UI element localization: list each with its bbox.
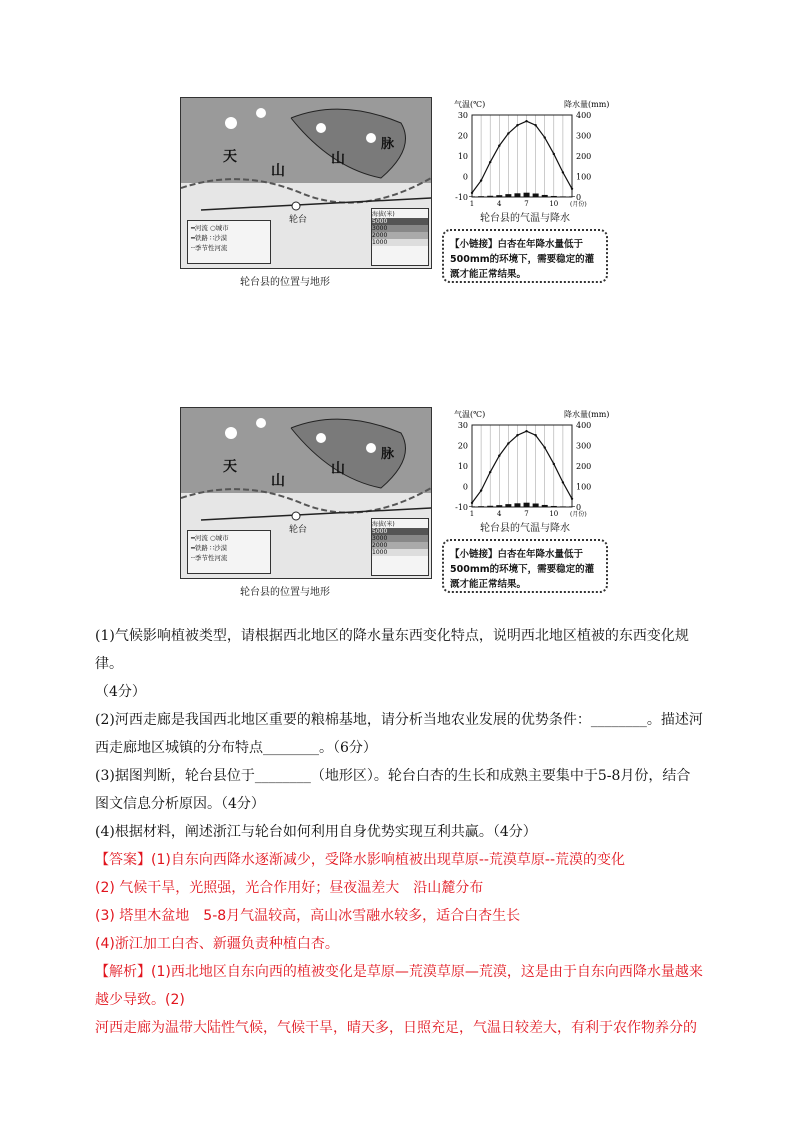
analysis-line: 越少导致。(2) [95,992,185,1008]
analysis-line: 河西走廊为温带大陆性气候，气候干旱，晴天多，日照充足，气温日较差大，有利于农作物养分的 [95,1020,697,1036]
answer-line: (4)浙江加工白杏、新疆负责种植白杏。 [95,936,339,952]
x-tick-label: 7 [524,200,529,208]
legend-line: ━铁路 ∷沙漠 [191,234,228,242]
precip-bar [551,506,557,507]
y-tick-label-left: -10 [455,193,468,202]
temperature-point [525,430,527,432]
temperature-point [480,489,482,491]
legend-line: ┄季节性河流 [191,244,228,252]
answer-line: (2) 气候干旱，光照强，光合作用好；昼夜温差大 沿山麓分布 [95,880,484,896]
temperature-point [571,498,573,500]
x-tick-label: 10 [549,510,559,518]
map-label-luntai: 轮台 [289,215,308,225]
climate-chart [442,97,612,217]
elevation-level: 2000 [372,542,428,549]
figure-1 [180,97,610,288]
x-axis-unit: (月份) [570,201,587,208]
precip-bar [478,506,484,507]
analysis-line: 【解析】(1)西北地区自东向西的植被变化是草原—荒漠草原—荒漠，这是由于自东向西降水量越来 [95,964,703,980]
temperature-point [571,188,573,190]
elevation-level: 2000 [372,232,428,239]
temperature-point [562,171,564,173]
x-axis-unit: (月份) [570,511,587,518]
y-tick-label-right: 300 [576,441,592,451]
temperature-point [471,502,473,504]
elevation-legend [371,518,429,576]
link-box: 【小链接】白杏在年降水量低于500mm的环境下，需要稳定的灌溉才能正常结果。 [442,229,608,283]
answer-line: 【答案】(1)自东向西降水逐渐减少，受降水影响植被出现草原--荒漠草原--荒漠的变化 [95,852,626,868]
y-axis-label-right: 降水量(mm) [564,100,610,109]
temperature-point [553,153,555,155]
precip-bar [533,194,539,197]
elevation-title: 海拔(米) [372,211,395,218]
answer-line: (3) 塔里木盆地 5-8月气温较高，高山冰雪融水较多，适合白杏生长 [95,908,521,924]
precip-bar [514,503,520,507]
map-legend [187,530,271,574]
temperature-line [472,121,572,193]
map-label-mai: 脉 [381,137,395,152]
legend-line: ┄季节性河流 [191,554,228,562]
precip-bar [542,195,548,197]
y-tick-label-left: 20 [457,441,468,451]
y-tick-label-left: 10 [457,152,468,161]
temperature-point [507,442,509,444]
y-tick-label-left: 10 [457,462,468,471]
elevation-level: 1000 [372,239,428,246]
y-tick-label-right: 100 [576,482,592,492]
question-line: (2)河西走廊是我国西北地区重要的粮棉基地，请分析当地农业发展的优势条件：________。描述河 [95,712,703,728]
elevation-level: 5000 [372,528,428,535]
y-tick-label-right: 400 [576,421,592,430]
plot-frame [472,425,572,507]
legend-line: ━河流 ○城市 [191,224,229,232]
precip-bar [542,505,548,507]
y-tick-label-right: 200 [576,152,592,161]
terrain-map [180,407,432,579]
map-label-mai: 脉 [381,447,395,462]
elevation-level: 5000 [372,218,428,225]
y-axis-label-left: 气温(℃) [454,410,486,419]
chart-caption: 轮台县的气温与降水 [480,213,570,224]
y-tick-label-right: 400 [576,111,592,120]
elevation-title: 海拔(米) [372,521,395,528]
y-tick-label-right: 0 [576,503,582,512]
y-tick-label-left: 30 [457,421,468,430]
temperature-point [489,161,491,163]
terrain-map [180,97,432,269]
precip-bar [478,196,484,197]
map-label-tian: 天 [223,149,237,165]
temperature-point [516,434,518,436]
precip-bar [569,506,575,507]
precip-bar [524,193,530,197]
y-tick-label-left: 0 [462,482,468,492]
map-caption: 轮台县的位置与地形 [240,587,330,598]
temperature-point [534,434,536,436]
y-tick-label-left: 20 [457,131,468,141]
temperature-point [544,136,546,138]
precip-bar [569,196,575,197]
precip-bar [524,503,530,507]
precip-bar [533,504,539,507]
precip-bar [487,506,493,507]
temperature-point [525,120,527,122]
temperature-point [544,446,546,448]
y-tick-label-left: 30 [457,111,468,120]
y-axis-label-left: 气温(℃) [454,100,486,109]
temperature-point [507,132,509,134]
map-label-shan1: 山 [271,473,285,489]
y-tick-label-right: 300 [576,131,592,141]
question-line: （4分） [95,684,146,700]
elevation-level: 1000 [372,549,428,556]
map-label-luntai: 轮台 [289,525,308,535]
y-tick-label-right: 0 [576,193,582,202]
x-tick-label: 7 [524,510,529,518]
legend-line: ━铁路 ∷沙漠 [191,544,228,552]
precip-bar [560,506,566,507]
map-legend [187,220,271,264]
y-tick-label-right: 200 [576,462,592,471]
chart-caption: 轮台县的气温与降水 [480,523,570,534]
x-tick-label: 10 [549,200,559,208]
y-axis-label-right: 降水量(mm) [564,410,610,419]
climate-chart [442,407,612,527]
temperature-point [562,481,564,483]
precip-bar [469,196,475,197]
x-tick-label: 4 [497,200,502,208]
precip-bar [505,194,511,197]
map-label-shan1: 山 [271,163,285,179]
precip-bar [496,195,502,197]
precip-bar [560,196,566,197]
temperature-point [480,179,482,181]
precip-bar [551,196,557,197]
map-label-tian: 天 [223,459,237,475]
map-label-shan2: 山 [331,461,345,477]
precip-bar [514,193,520,197]
question-line: 西走廊地区城镇的分布特点________。（6分） [95,740,377,756]
x-tick-label: 1 [469,510,475,518]
question-text [95,622,705,1042]
x-tick-label: 4 [497,510,502,518]
temperature-point [498,455,500,457]
temperature-point [553,463,555,465]
link-box: 【小链接】白杏在年降水量低于500mm的环境下，需要稳定的灌溉才能正常结果。 [442,539,608,593]
map-label-shan2: 山 [331,151,345,167]
question-line: 图文信息分析原因。（4分） [95,796,265,812]
elevation-level: 3000 [372,225,428,232]
elevation-legend [371,208,429,266]
y-tick-label-right: 100 [576,172,592,182]
question-line: (4)根据材料，阐述浙江与轮台如何利用自身优势实现互利共赢。（4分） [95,824,537,840]
precip-bar [487,196,493,197]
temperature-point [534,124,536,126]
temperature-point [471,192,473,194]
y-tick-label-left: 0 [462,172,468,182]
y-tick-label-left: -10 [455,503,468,512]
map-caption: 轮台县的位置与地形 [240,277,330,288]
precip-bar [505,504,511,507]
question-line: (1)气候影响植被类型，请根据西北地区的降水量东西变化特点，说明西北地区植被的东西变化规律。 [95,628,689,672]
figure-2 [180,407,610,598]
precip-bar [496,505,502,507]
temperature-point [498,145,500,147]
temperature-point [489,471,491,473]
x-tick-label: 1 [469,200,475,208]
temperature-line [472,431,572,503]
precip-bar [469,506,475,507]
elevation-level: 3000 [372,535,428,542]
temperature-point [516,124,518,126]
legend-line: ━河流 ○城市 [191,534,229,542]
plot-frame [472,115,572,197]
question-line: (3)据图判断，轮台县位于________（地形区）。轮台白杏的生长和成熟主要集中于5-8月份，结合 [95,768,691,784]
